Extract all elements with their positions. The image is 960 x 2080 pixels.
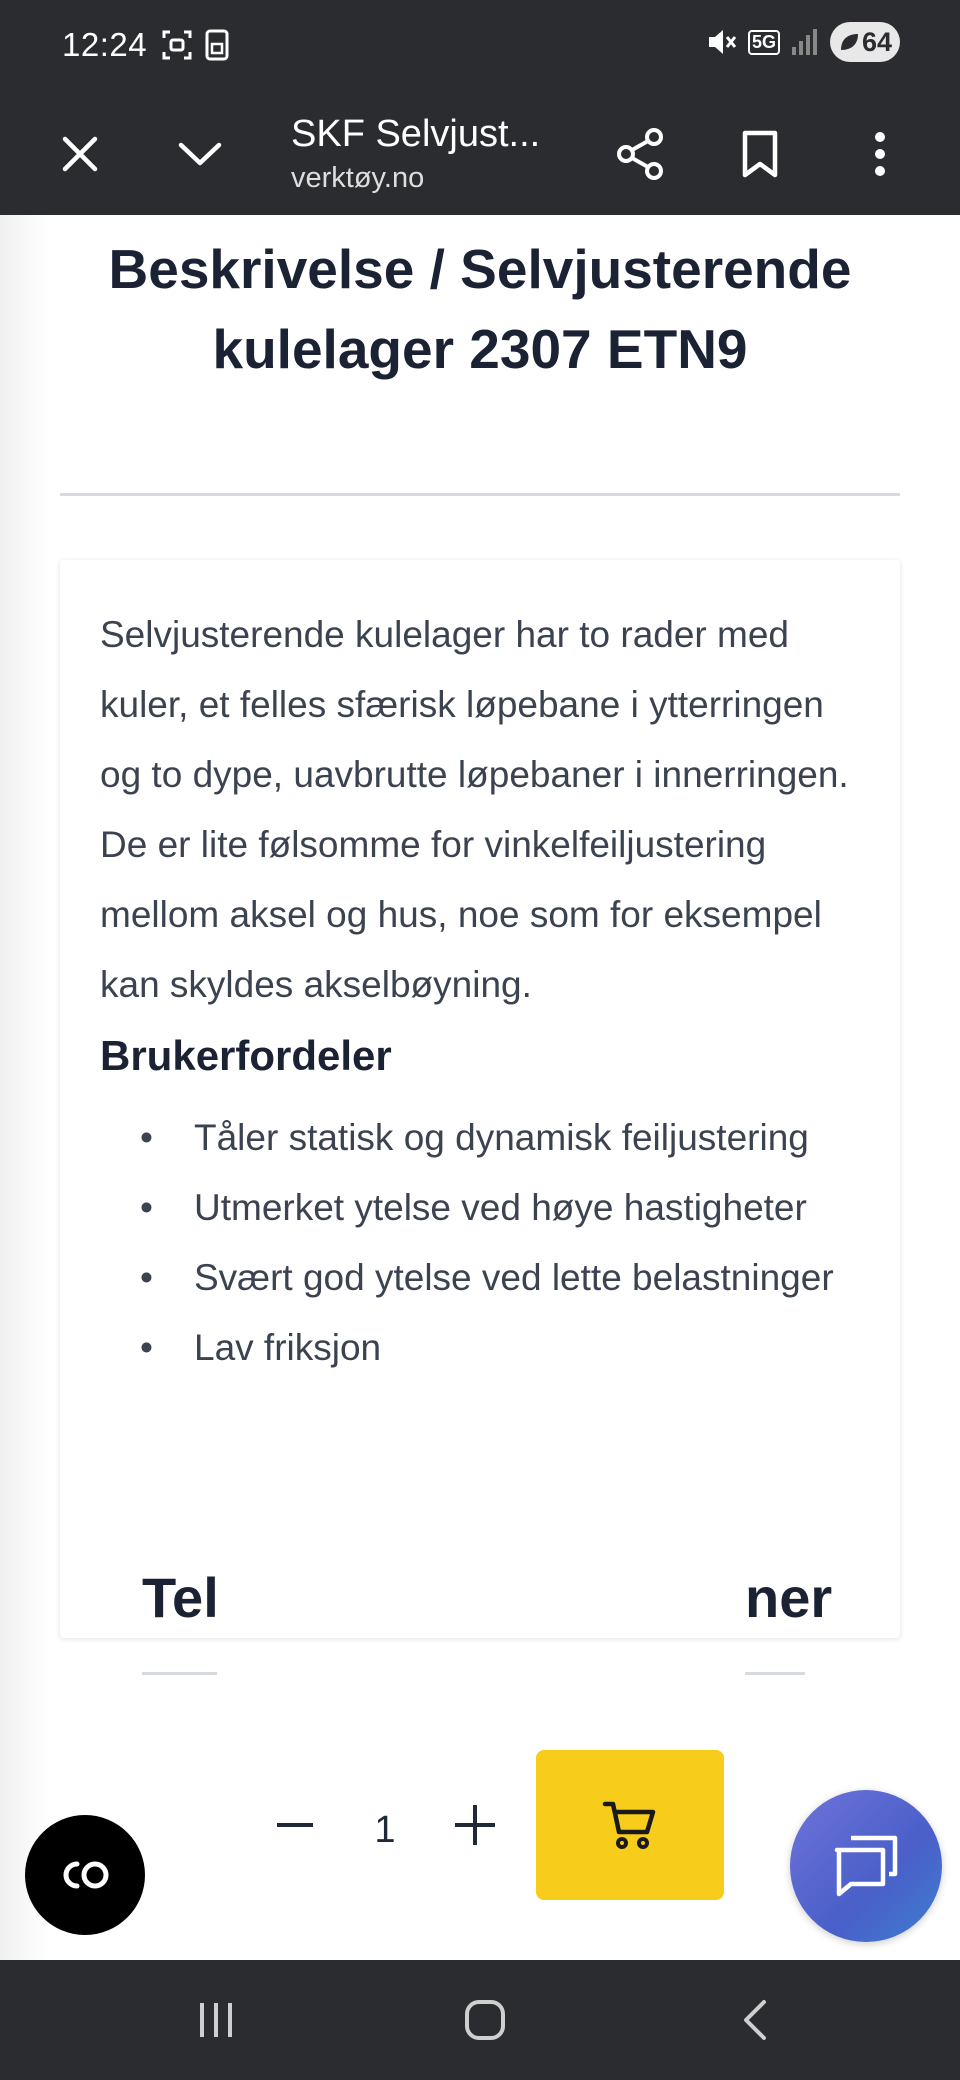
share-icon xyxy=(615,127,665,181)
share-button[interactable] xyxy=(600,92,680,215)
bullet: • xyxy=(140,1117,153,1158)
tab-right-peek[interactable]: ner xyxy=(745,1566,833,1629)
battery-indicator xyxy=(830,22,900,62)
quantity-increase-button[interactable] xyxy=(445,1790,505,1860)
description-card xyxy=(60,560,900,1638)
benefit-text: Lav friksjon xyxy=(194,1327,382,1368)
page-title: SKF Selvjust... xyxy=(291,112,541,155)
close-button[interactable] xyxy=(40,92,120,215)
product-description: Selvjusterende kulelager har to rader med kuler, et felles sfærisk løpebane i ytterringen og to dype, uavbrutte løpebaner i innerringen. De er lite følsomme for vinkelfeiljustering mellom aksel og hus, noe som for eksempel kan skyldes akselbøyning. xyxy=(100,614,849,1005)
screenshot-icon xyxy=(160,28,194,62)
list-item xyxy=(140,1318,860,1378)
benefit-text: Tåler statisk og dynamisk feiljustering xyxy=(194,1117,809,1158)
back-icon xyxy=(740,1998,770,2042)
network-type: 5G xyxy=(748,30,780,55)
page-title-area[interactable] xyxy=(291,92,540,215)
co-logo-icon xyxy=(53,1857,117,1893)
bookmark-icon xyxy=(740,129,780,179)
heading-divider xyxy=(60,493,900,496)
list-item xyxy=(140,1108,860,1168)
page-content[interactable] xyxy=(0,215,960,1960)
battery-level: 64 xyxy=(861,26,892,57)
navigation-bar xyxy=(0,1960,960,2080)
benefit-text: Utmerket ytelse ved høye hastigheter xyxy=(194,1187,807,1228)
benefits-title: Brukerfordeler xyxy=(100,1032,392,1079)
status-left-icons xyxy=(160,28,230,62)
recents-button[interactable] xyxy=(156,1960,276,2080)
minus-icon xyxy=(277,1822,313,1828)
add-to-cart-button[interactable] xyxy=(536,1750,724,1900)
benefit-text: Svært god ytelse ved lette belastninger xyxy=(194,1257,834,1298)
list-item xyxy=(140,1178,860,1238)
quantity-decrease-button[interactable] xyxy=(265,1790,325,1860)
benefits-list xyxy=(100,1108,860,1378)
bullet: • xyxy=(140,1257,153,1298)
bullet: • xyxy=(140,1327,153,1368)
quantity-value[interactable]: 1 xyxy=(374,1809,396,1851)
status-bar xyxy=(0,0,960,92)
expand-button[interactable] xyxy=(160,92,240,215)
page-domain: verktøy.no xyxy=(291,161,425,194)
cart-icon xyxy=(602,1799,658,1851)
list-item xyxy=(140,1248,860,1308)
chevron-down-icon xyxy=(177,139,223,169)
leaf-icon xyxy=(838,31,860,53)
more-options-button[interactable] xyxy=(840,92,920,215)
signal-icon xyxy=(790,27,820,57)
recents-icon xyxy=(196,2001,236,2039)
tab-right-underline xyxy=(745,1672,805,1675)
section-heading: Beskrivelse / Selvjusterende kulelager 2307 ETN9 xyxy=(108,238,852,380)
mute-icon xyxy=(704,25,738,59)
chat-button[interactable] xyxy=(790,1790,942,1942)
plus-icon xyxy=(455,1805,495,1845)
status-time: 12:24 xyxy=(62,26,148,63)
accessibility-badge[interactable] xyxy=(25,1815,145,1935)
home-icon xyxy=(463,1998,507,2042)
bullet: • xyxy=(140,1187,153,1228)
sim-card-icon xyxy=(204,28,230,62)
bookmark-button[interactable] xyxy=(720,92,800,215)
tab-left-peek[interactable]: Tel xyxy=(142,1566,219,1629)
close-icon xyxy=(60,134,100,174)
back-button[interactable] xyxy=(695,1960,815,2080)
more-vert-icon xyxy=(873,131,887,177)
browser-toolbar xyxy=(0,92,960,215)
home-button[interactable] xyxy=(425,1960,545,2080)
tab-left-underline xyxy=(142,1672,217,1675)
chat-icon xyxy=(831,1834,901,1898)
status-right-icons xyxy=(704,22,900,62)
